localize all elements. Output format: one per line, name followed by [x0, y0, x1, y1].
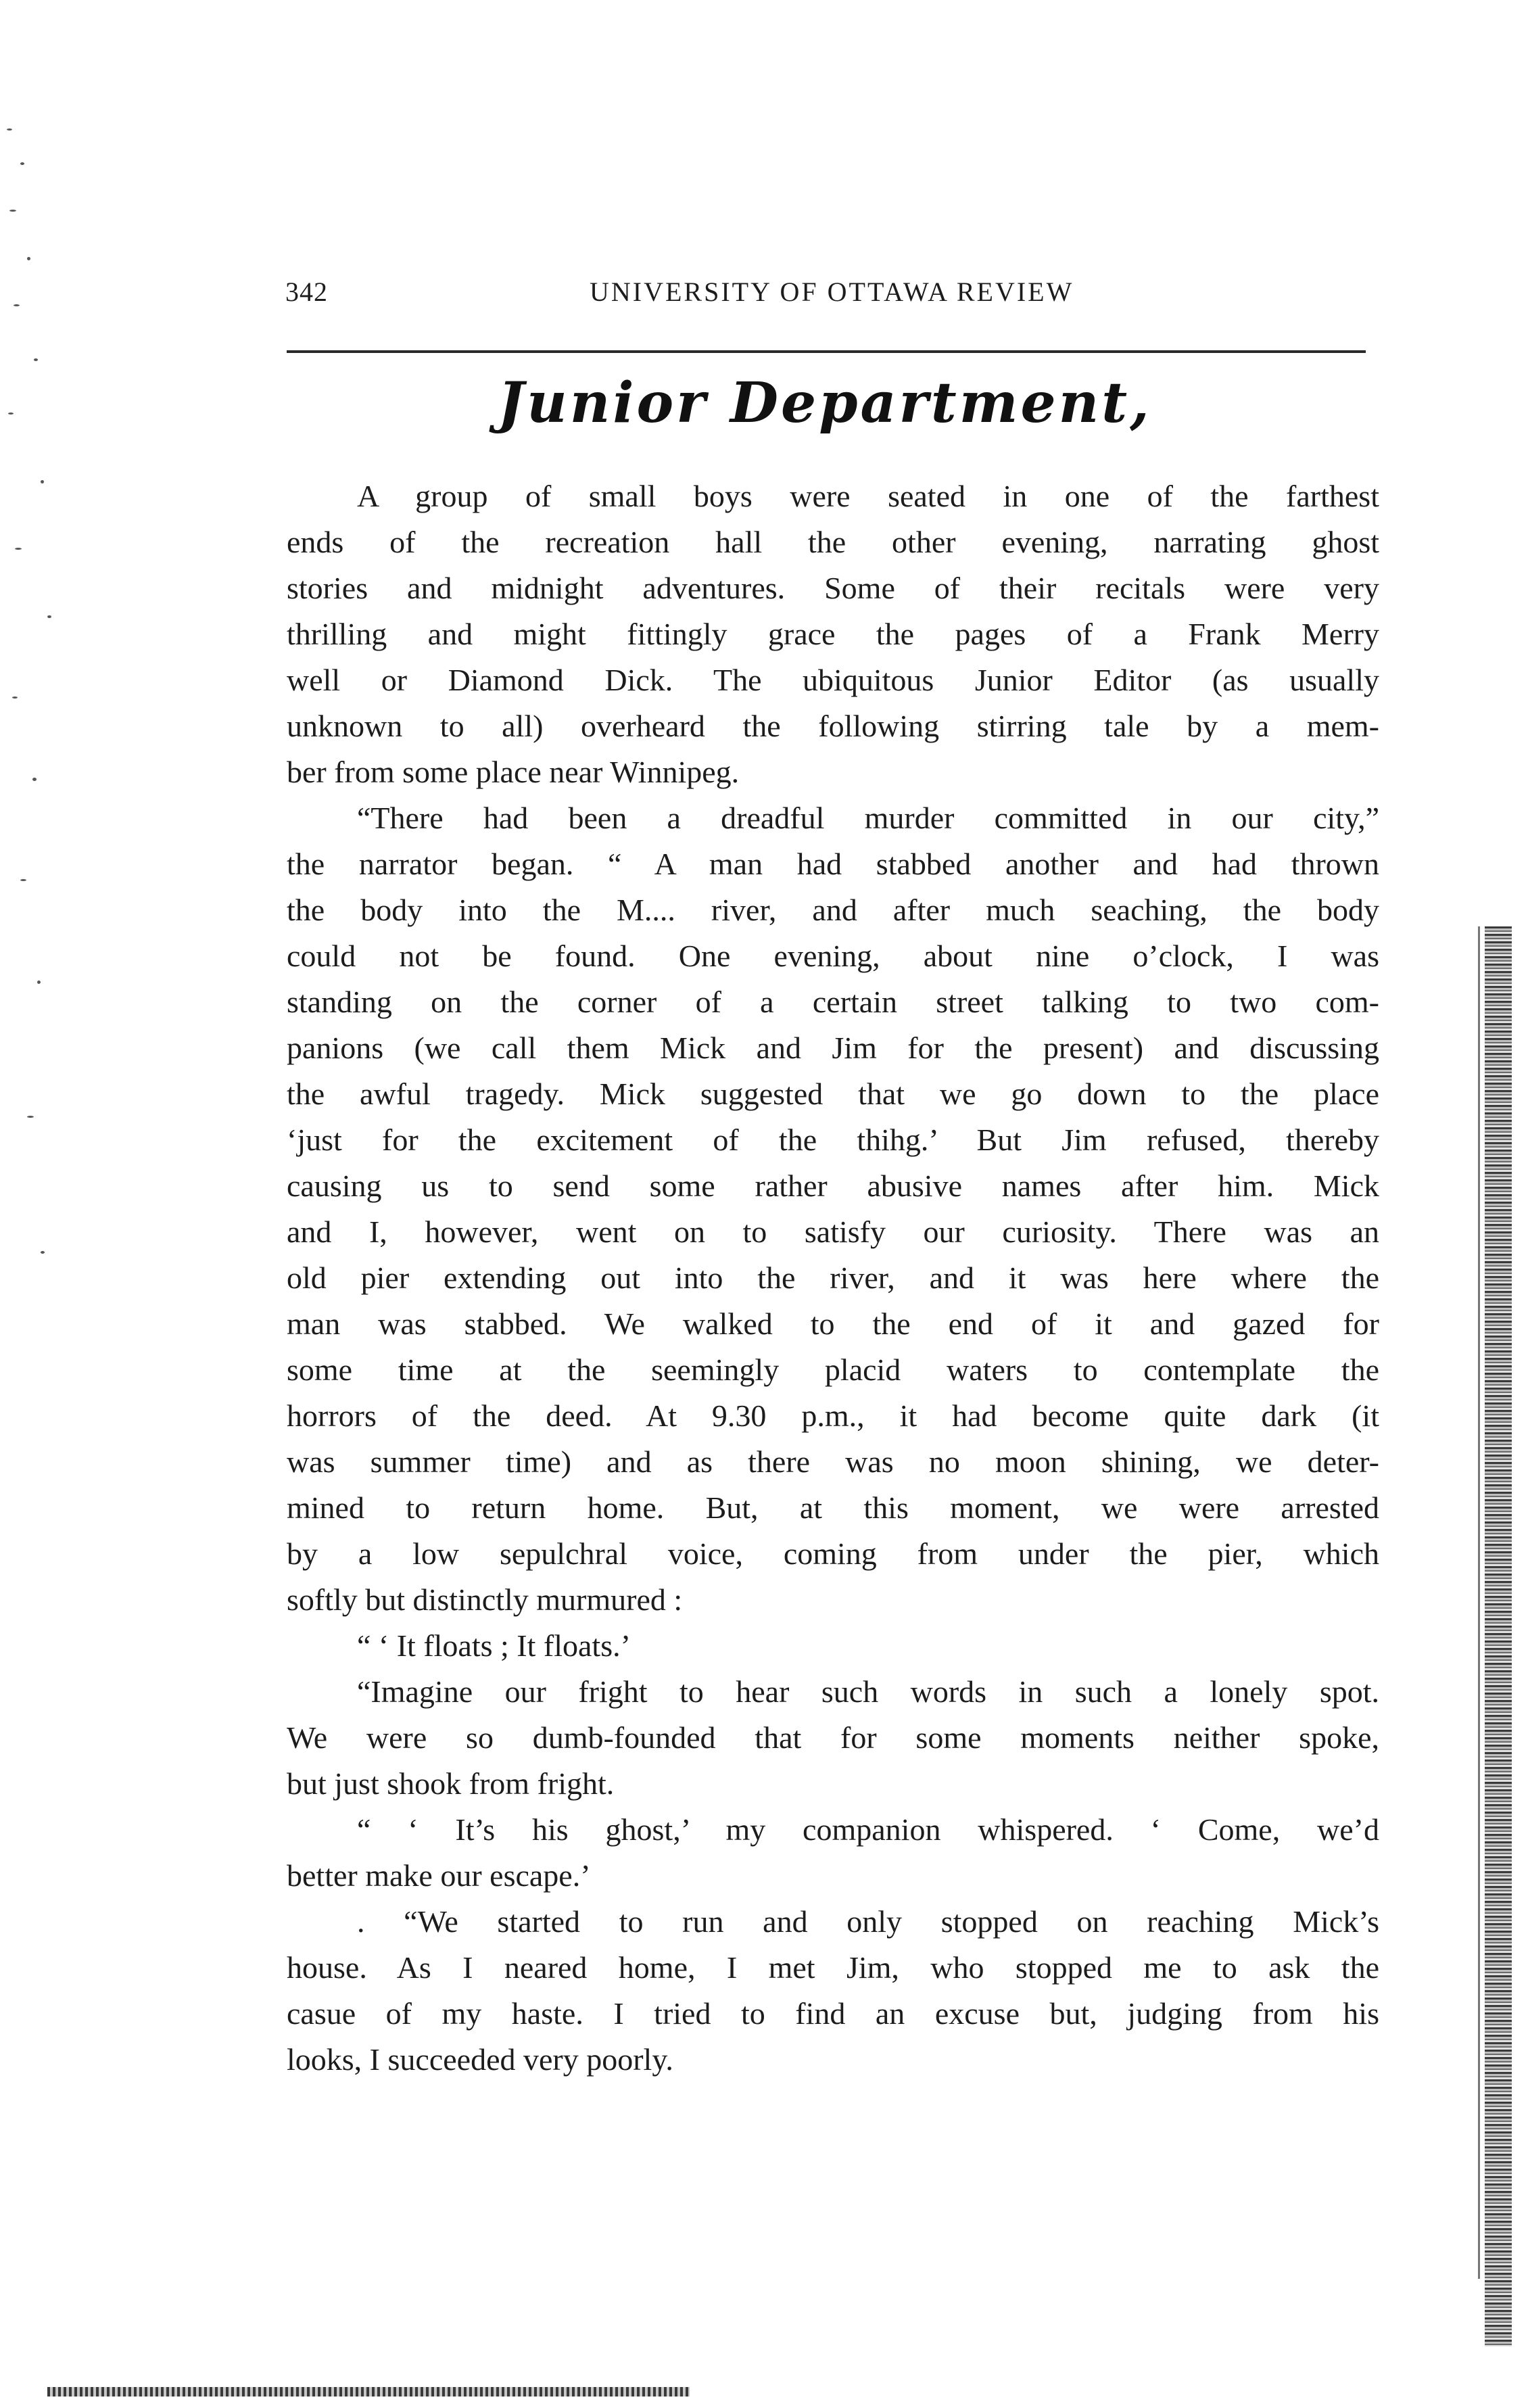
text-line: the awful tragedy. Mick suggested that we go down to the place [287, 1077, 1379, 1111]
running-head [285, 276, 1367, 323]
text-line: panions (we call them Mick and Jim for the present) and discussing [287, 1031, 1379, 1065]
journal-title: UNIVERSITY OF OTTAWA REVIEW [590, 277, 1074, 307]
text-line: We were so dumb-founded that for some moments neither spoke, [287, 1720, 1379, 1755]
text-line: by a low sepulchral voice, coming from under the pier, which [287, 1536, 1379, 1571]
text-line: A group of small boys were seated in one of the farthest [357, 479, 1379, 513]
text-line: mined to return home. But, at this moment, we were arrested [287, 1490, 1379, 1525]
text-line: better make our escape.’ [287, 1858, 591, 1893]
header-rule [287, 350, 1366, 353]
scan-edge-line [1478, 926, 1480, 2279]
text-line: horrors of the deed. At 9.30 p.m., it had become quite dark (it [287, 1398, 1379, 1433]
text-line: house. As I neared home, I met Jim, who stopped me to ask the [287, 1950, 1379, 1985]
text-line: man was stabbed. We walked to the end of it and gazed for [287, 1306, 1379, 1341]
text-line: ber from some place near Winnipeg. [287, 755, 740, 789]
page-number: 342 [285, 277, 328, 307]
left-margin-specks [0, 101, 101, 1589]
text-line: could not be found. One evening, about nine o’clock, I was [287, 939, 1379, 973]
text-line: “ ‘ It’s his ghost,’ my companion whispered. ‘ Come, we’d [357, 1812, 1379, 1847]
text-line: . “We started to run and only stopped on reaching Mick’s [357, 1904, 1379, 1939]
text-line: old pier extending out into the river, and it was here where the [287, 1260, 1379, 1295]
text-line: ends of the recreation hall the other evening, narrating ghost [287, 525, 1379, 559]
section-title: Junior Department, [498, 371, 1152, 435]
text-line: was summer time) and as there was no moon shining, we deter- [287, 1444, 1379, 1479]
scan-right-edge [1485, 926, 1512, 2346]
text-line: unknown to all) overheard the following stirring tale by a mem- [287, 709, 1379, 743]
scan-bottom-edge [47, 2387, 690, 2397]
text-line: “ ‘ It floats ; It floats.’ [357, 1628, 631, 1663]
text-line: standing on the corner of a certain street talking to two com- [287, 985, 1379, 1019]
text-line: casue of my haste. I tried to find an excuse but, judging from his [287, 1996, 1379, 2031]
text-line: “Imagine our fright to hear such words in such a lonely spot. [357, 1674, 1379, 1709]
article-body [287, 473, 1379, 2083]
text-line: ‘just for the excitement of the thihg.’ But Jim refused, thereby [287, 1123, 1379, 1157]
text-line: the body into the M.... river, and after much seaching, the body [287, 893, 1379, 927]
text-line: “There had been a dreadful murder committed in our city,” [357, 801, 1379, 835]
text-line: the narrator began. “ A man had stabbed another and had thrown [287, 847, 1379, 881]
text-line: thrilling and might fittingly grace the pages of a Frank Merry [287, 617, 1379, 651]
text-line: stories and midnight adventures. Some of their recitals were very [287, 571, 1379, 605]
text-line: looks, I succeeded very poorly. [287, 2042, 673, 2077]
text-line: some time at the seemingly placid waters to contemplate the [287, 1352, 1379, 1387]
text-line: causing us to send some rather abusive names after him. Mick [287, 1168, 1379, 1203]
text-line: but just shook from fright. [287, 1766, 615, 1801]
text-line: well or Diamond Dick. The ubiquitous Junior Editor (as usually [287, 663, 1379, 697]
text-line: and I, however, went on to satisfy our curiosity. There was an [287, 1214, 1379, 1249]
text-line: softly but distinctly murmured : [287, 1582, 683, 1617]
